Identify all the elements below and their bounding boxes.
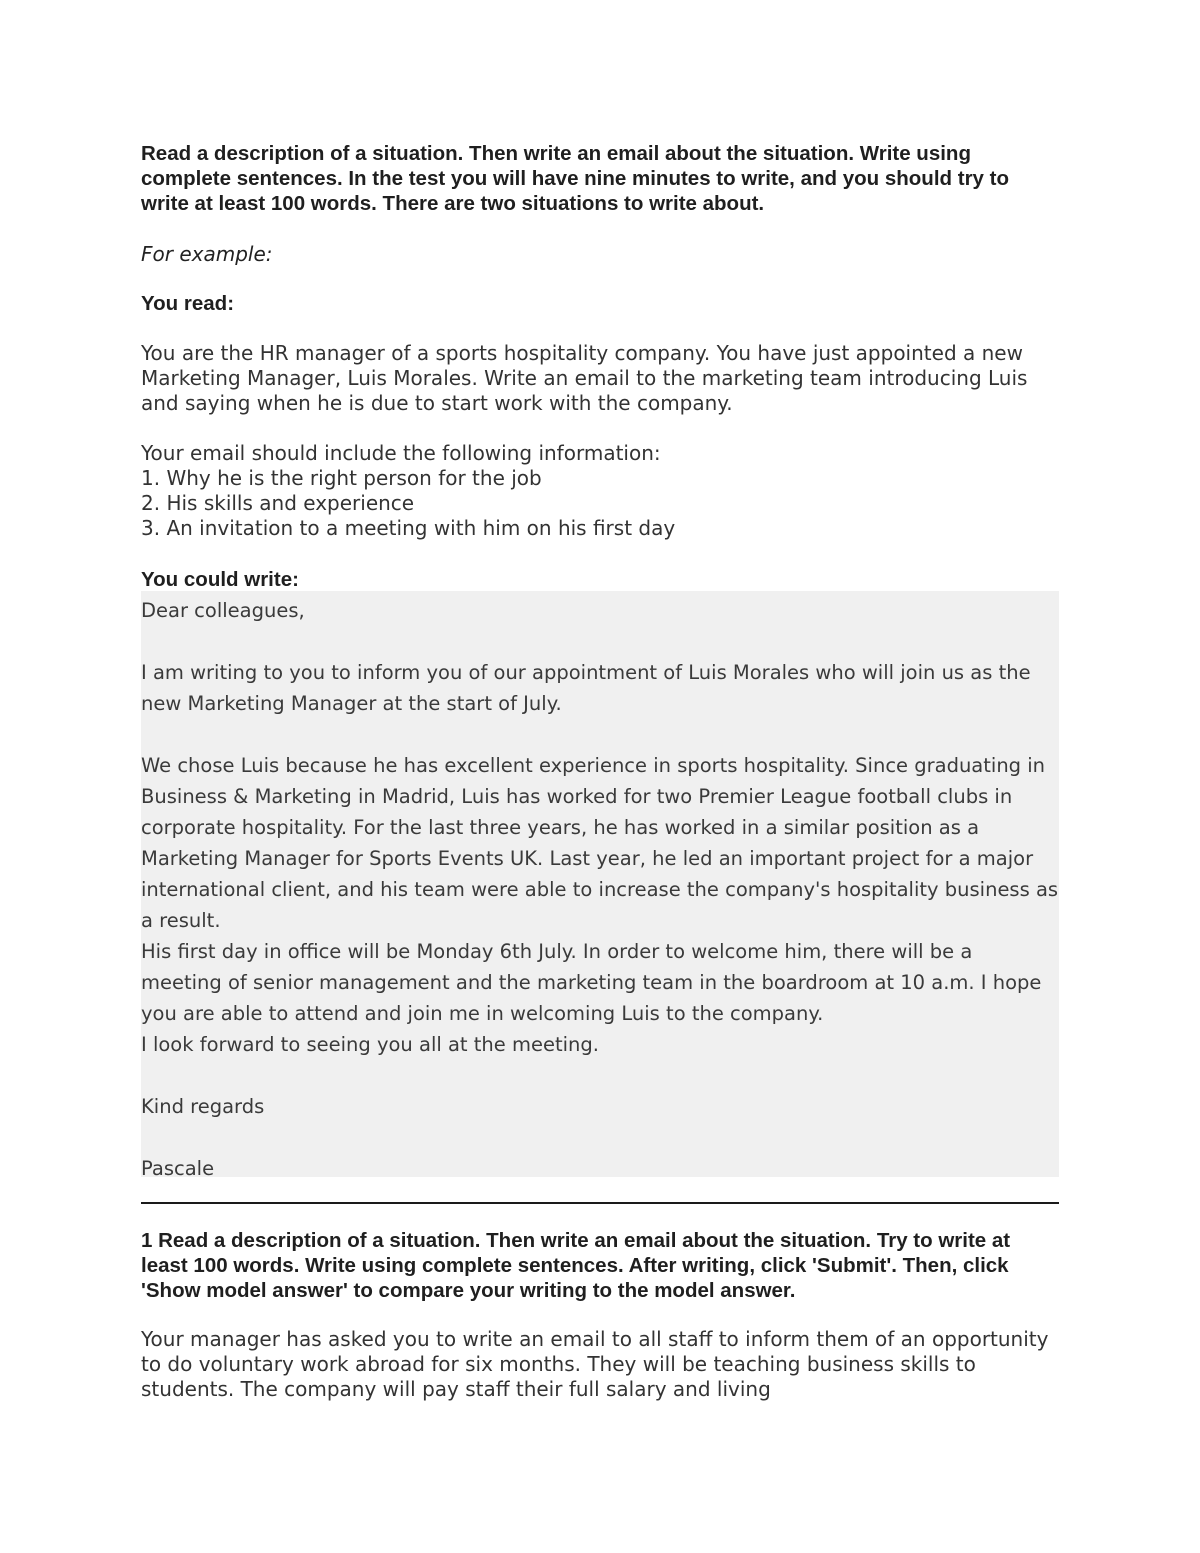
you-read-label: You read:: [141, 292, 235, 315]
include-intro: Your email should include the following information:: [141, 441, 661, 465]
model-paragraph: I look forward to seeing you all at the meeting.: [141, 1033, 599, 1056]
task-1-instruction: 1 Read a description of a situation. Then write an email about the situation. Try to write at least 100 words. Write using complete sentences. After writing, click 'Submit'. Then, click 'Show model answer' to compare your writing to the model answer.: [141, 1229, 1011, 1302]
model-answer-box: [141, 591, 1059, 1180]
include-item: 2. His skills and experience: [141, 491, 415, 515]
model-paragraph: His first day in office will be Monday 6th July. In order to welcome him, there will be a meeting of senior management and the marketing team in the boardroom at 10 a.m. I hope you are able to attend and join me in welcoming Luis to the company.: [141, 940, 1042, 1025]
intro-instruction: Read a description of a situation. Then write an email about the situation. Write using complete sentences. In the test you will have nine minutes to write, and you should try to write at least 100 words. There are two situations to write about.: [141, 142, 1009, 215]
model-signature: Pascale: [141, 1157, 215, 1180]
you-could-write-label: You could write:: [141, 568, 299, 591]
include-item: 3. An invitation to a meeting with him on his first day: [141, 516, 676, 540]
example-prompt-paragraph: You are the HR manager of a sports hospitality company. You have just appointed a new Marketing Manager, Luis Morales. Write an email to the marketing team introducing Luis and saying when he is due to start work with the company.: [141, 341, 1028, 415]
model-answer-text: [141, 591, 1059, 1184]
model-paragraph: We chose Luis because he has excellent experience in sports hospitality. Since graduating in Business & Marketing in Madrid, Luis has worked for two Premier League football clubs in corporate hospitality. For the last three years, he has worked in a similar position as a Marketing Manager for Sports Events UK. Last year, he led an important project for a major international client, and his team were able to increase the company's hospitality business as a result.: [141, 754, 1059, 932]
model-paragraph: I am writing to you to inform you of our appointment of Luis Morales who will join us as the new Marketing Manager at the start of July.: [141, 661, 1031, 715]
task-1-prompt-paragraph: Your manager has asked you to write an email to all staff to inform them of an opportunity to do voluntary work abroad for six months. They will be teaching business skills to students. The company will pay staff their full salary and living: [141, 1327, 1049, 1401]
include-list: [141, 466, 1059, 541]
model-greeting: Dear colleagues,: [141, 599, 305, 622]
section-divider: [141, 1202, 1059, 1204]
include-item: 1. Why he is the right person for the job: [141, 466, 542, 490]
example-label: For example:: [141, 242, 273, 266]
model-closing: Kind regards: [141, 1095, 265, 1118]
include-section: [141, 441, 1059, 541]
